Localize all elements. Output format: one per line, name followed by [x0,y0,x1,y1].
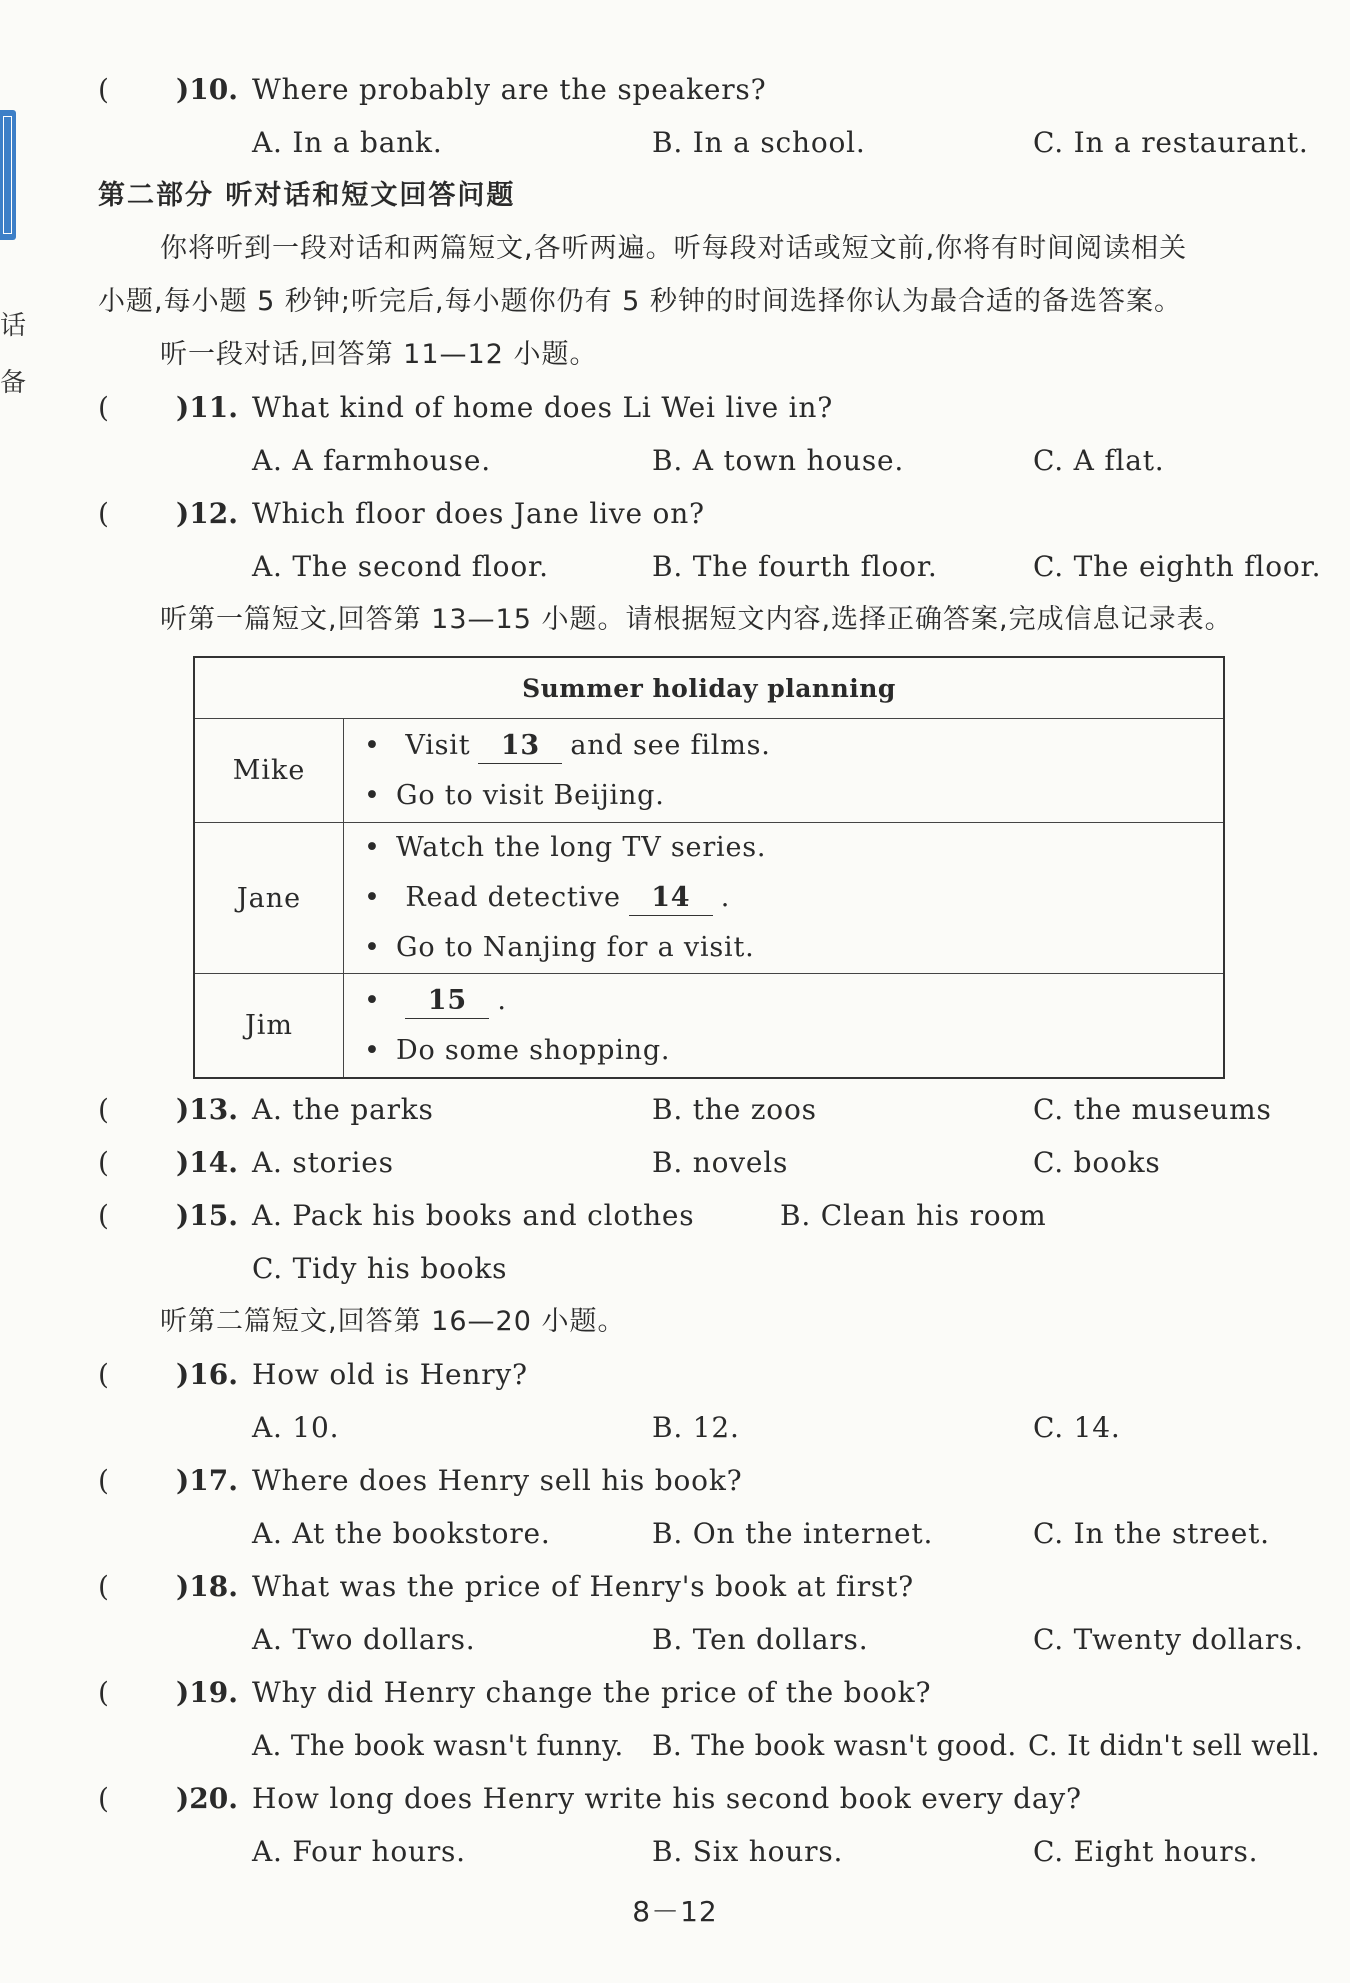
option-b[interactable]: B. The fourth floor. [652,550,938,583]
option-b[interactable]: B. Ten dollars. [652,1623,869,1656]
option-c[interactable]: C. books [1033,1146,1161,1179]
row-items [344,974,1225,1079]
section-title: 第二部分 听对话和短文回答问题 [98,180,516,211]
answer-paren: ( [98,497,109,530]
side-margin-char: 话 [0,311,27,341]
question-number: )20. [176,1782,238,1815]
option-b[interactable]: B. Six hours. [652,1835,844,1868]
option-c[interactable]: C. Tidy his books [252,1252,508,1285]
answer-blank[interactable]: 13 [478,729,562,764]
question-number: )18. [176,1570,238,1603]
option-a[interactable]: A. stories [252,1146,394,1179]
answer-paren: ( [98,1358,109,1391]
option-b[interactable]: B. novels [652,1146,789,1179]
section-intro: 小题,每小题 5 秒钟;听完后,每小题你仍有 5 秒钟的时间选择你认为最合适的备选答案。 [98,286,1182,317]
side-margin-char: 备 [0,368,27,398]
answer-paren: ( [98,1464,109,1497]
option-a[interactable]: A. A farmhouse. [252,444,491,477]
question-number: )16. [176,1358,238,1391]
option-b[interactable]: B. The book wasn't good. [652,1729,1017,1762]
dialog-intro: 听一段对话,回答第 11—12 小题。 [160,339,598,370]
option-b[interactable]: B. 12. [652,1411,740,1444]
question-text: Which floor does Jane live on? [252,497,705,530]
list-item: • Visit 13 and see films. [364,721,1223,771]
option-a[interactable]: A. the parks [252,1093,434,1126]
answer-blank[interactable]: 15 [405,984,489,1019]
question-number: )15. [176,1199,238,1232]
table-title: Summer holiday planning [194,657,1224,719]
question-text: Why did Henry change the price of the book? [252,1676,932,1709]
question-text: What was the price of Henry's book at first? [252,1570,914,1603]
option-a[interactable]: A. At the bookstore. [252,1517,551,1550]
answer-paren: ( [98,1570,109,1603]
list-item: • Watch the long TV series. [364,823,1223,873]
question-text: Where probably are the speakers? [252,73,767,106]
option-c[interactable]: C. the museums [1033,1093,1272,1126]
option-a[interactable]: A. Two dollars. [252,1623,476,1656]
option-c[interactable]: C. In a restaurant. [1033,126,1309,159]
question-number: )12. [176,497,238,530]
passage-intro: 听第二篇短文,回答第 16—20 小题。 [160,1306,626,1337]
option-c[interactable]: C. A flat. [1033,444,1165,477]
list-item: • Go to Nanjing for a visit. [364,923,1223,973]
option-b[interactable]: B. A town house. [652,444,905,477]
answer-paren: ( [98,391,109,424]
option-c[interactable]: C. Twenty dollars. [1033,1623,1304,1656]
question-text: How long does Henry write his second book every day? [252,1782,1082,1815]
option-c[interactable]: C. The eighth floor. [1033,550,1322,583]
question-text: How old is Henry? [252,1358,528,1391]
summer-plan-table [193,656,1225,1079]
option-b[interactable]: B. Clean his room [780,1199,1047,1232]
row-items [344,823,1225,974]
question-number: )11. [176,391,238,424]
question-number: )14. [176,1146,238,1179]
section-intro: 你将听到一段对话和两篇短文,各听两遍。听每段对话或短文前,你将有时间阅读相关 [160,233,1188,264]
page-number: 8－12 [632,1895,718,1928]
passage-intro: 听第一篇短文,回答第 13—15 小题。请根据短文内容,选择正确答案,完成信息记录表。 [160,604,1233,635]
option-a[interactable]: A. Four hours. [252,1835,466,1868]
table-row-jim [194,974,1224,1079]
option-b[interactable]: B. the zoos [652,1093,817,1126]
question-text: What kind of home does Li Wei live in? [252,391,834,424]
question-text: Where does Henry sell his book? [252,1464,743,1497]
option-c[interactable]: C. It didn't sell well. [1028,1729,1321,1762]
option-a[interactable]: A. 10. [252,1411,340,1444]
option-b[interactable]: B. On the internet. [652,1517,934,1550]
question-number: )10. [176,73,238,106]
answer-paren: ( [98,1146,109,1179]
list-item: • Go to visit Beijing. [364,771,1223,821]
question-number: )19. [176,1676,238,1709]
option-c[interactable]: C. In the street. [1033,1517,1270,1550]
option-a[interactable]: A. The second floor. [252,550,549,583]
answer-paren: ( [98,73,109,106]
list-item: • Read detective 14 . [364,873,1223,923]
option-c[interactable]: C. 14. [1033,1411,1121,1444]
answer-paren: ( [98,1199,109,1232]
answer-blank[interactable]: 14 [629,881,713,916]
table-row-jane [194,823,1224,974]
list-item: • 15 . [364,976,1223,1026]
option-b[interactable]: B. In a school. [652,126,866,159]
option-a[interactable]: A. In a bank. [252,126,443,159]
question-number: )17. [176,1464,238,1497]
row-name: Jane [194,823,344,974]
option-a[interactable]: A. The book wasn't funny. [252,1729,624,1762]
row-name: Mike [194,719,344,823]
option-a[interactable]: A. Pack his books and clothes [252,1199,695,1232]
side-bookmark-tab [0,110,16,240]
option-c[interactable]: C. Eight hours. [1033,1835,1259,1868]
row-items [344,719,1225,823]
answer-paren: ( [98,1782,109,1815]
answer-paren: ( [98,1093,109,1126]
row-name: Jim [194,974,344,1079]
list-item: • Do some shopping. [364,1026,1223,1076]
table-row-mike [194,719,1224,823]
question-number: )13. [176,1093,238,1126]
answer-paren: ( [98,1676,109,1709]
